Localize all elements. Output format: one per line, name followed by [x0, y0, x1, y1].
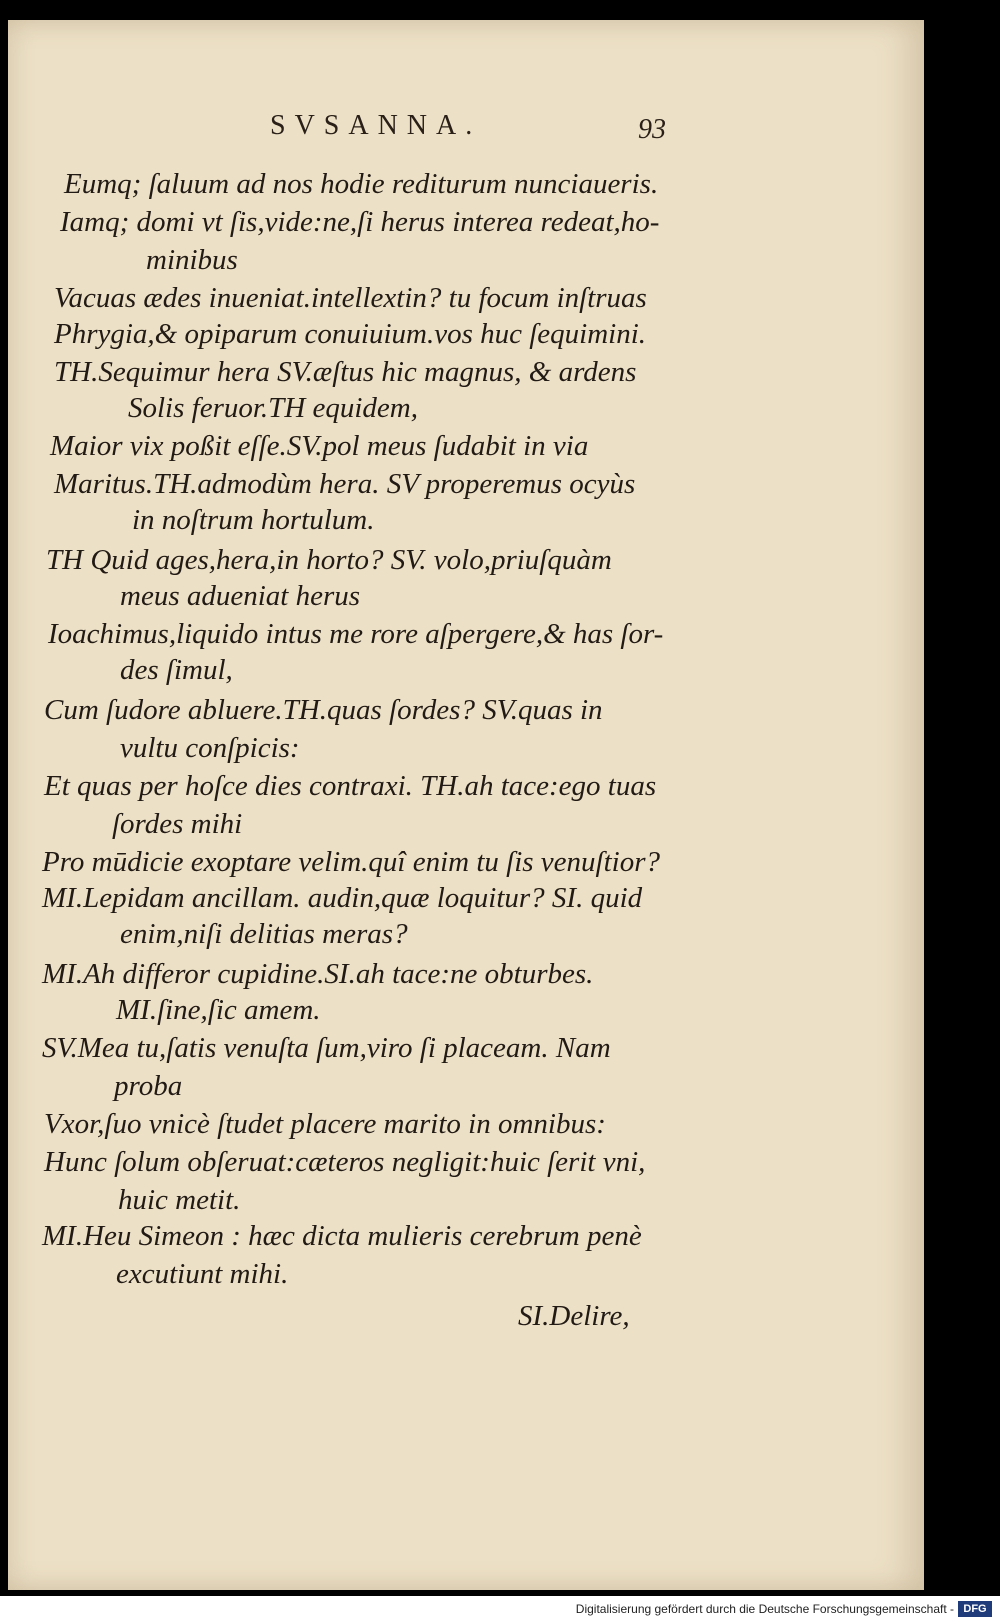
text-line: MI.ſine,ſic amem.	[116, 994, 321, 1026]
text-line: excutiunt mihi.	[116, 1258, 289, 1290]
text-line: SV.Mea tu,ſatis venuſta ſum,viro ſi placeam. Nam	[42, 1032, 611, 1064]
text-line: Phrygia,& opiparum conuiuium.vos huc ſequimini.	[54, 318, 647, 350]
text-line: minibus	[146, 244, 238, 276]
text-line: meus adueniat herus	[120, 580, 361, 612]
text-line: huic metit.	[118, 1184, 241, 1216]
text-line: TH.Sequimur hera SV.æſtus hic magnus, & ardens	[54, 356, 637, 388]
text-line: Vacuas ædes inueniat.intellextin? tu focum inſtruas	[54, 282, 647, 314]
text-line: ſordes mihi	[112, 808, 243, 840]
text-line: vultu conſpicis:	[120, 732, 300, 764]
book-page	[8, 20, 924, 1590]
text-line: Hunc ſolum obſeruat:cæteros negligit:huic ſerit vni,	[44, 1146, 646, 1178]
text-line: Eumq; ſaluum ad nos hodie rediturum nunciaueris.	[64, 168, 659, 200]
text-line: proba	[114, 1070, 183, 1102]
catchword: SI.Delire,	[518, 1300, 630, 1332]
text-line: MI.Heu Simeon : hæc dicta mulieris cerebrum penè	[42, 1220, 642, 1252]
text-line: Et quas per hoſce dies contraxi. TH.ah tace:ego tuas	[44, 770, 657, 802]
page-content	[8, 20, 924, 1590]
text-line: MI.Ah differor cupidine.SI.ah tace:ne obturbes.	[42, 958, 594, 990]
text-line: Maior vix poßit eſſe.SV.pol meus ſudabit in via	[50, 430, 589, 462]
text-line: MI.Lepidam ancillam. audin,quæ loquitur? SI. quid	[42, 882, 643, 914]
digitization-footer	[0, 1596, 1000, 1624]
funding-notice: Digitalisierung gefördert durch die Deutsche Forschungsgemeinschaft -	[575, 1602, 954, 1616]
page-number: 93	[638, 114, 666, 145]
text-line: TH Quid ages,hera,in horto? SV. volo,priuſquàm	[46, 544, 612, 576]
text-line: in noſtrum hortulum.	[132, 504, 375, 536]
text-line: des ſimul,	[120, 654, 233, 686]
text-line: Maritus.TH.admodùm hera. SV properemus ocyùs	[54, 468, 636, 500]
text-line: Solis feruor.TH equidem,	[128, 392, 418, 424]
running-title: SVSANNA.	[270, 110, 482, 141]
text-line: Pro mūdicie exoptare velim.quî enim tu ſis venuſtior?	[42, 846, 660, 878]
text-line: Cum ſudore abluere.TH.quas ſordes? SV.quas in	[44, 694, 603, 726]
dfg-logo-icon: DFG	[958, 1601, 992, 1617]
text-line: enim,niſi delitias meras?	[120, 918, 408, 950]
text-line: Iamq; domi vt ſis,vide:ne,ſi herus interea redeat,ho-	[60, 206, 660, 238]
text-line: Vxor,ſuo vnicè ſtudet placere marito in omnibus:	[44, 1108, 606, 1140]
text-line: Ioachimus,liquido intus me rore aſpergere,& has ſor-	[48, 618, 664, 650]
